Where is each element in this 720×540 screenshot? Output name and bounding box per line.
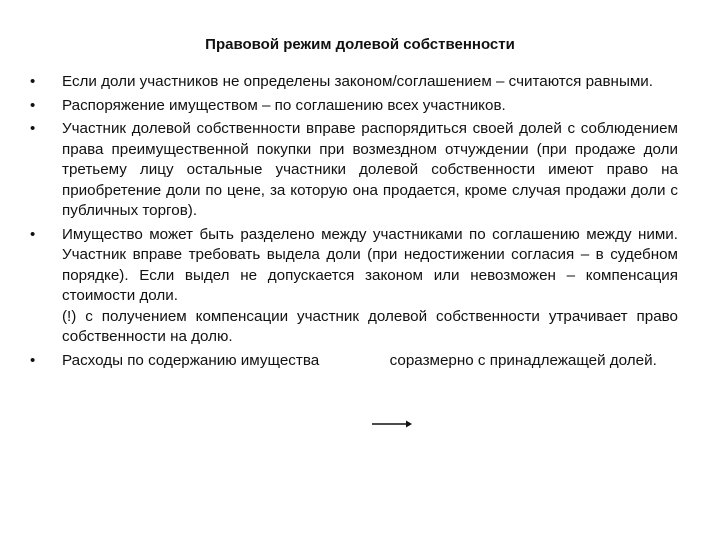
bullet-main-text: Имущество может быть разделено между участниками по соглашению между ними. Участник вправе требовать выдела доли (при недостижении согласия – в судебном порядке). Если выдел не допускается законом или невозможен – компенсация стоимости доли. (62, 225, 678, 304)
bullet-item (28, 96, 678, 117)
bullet-text-after-arrow: соразмерно с принадлежащей долей. (389, 351, 657, 369)
bullet-text (62, 351, 678, 372)
bullet-text-before-arrow: Расходы по содержанию имущества (62, 351, 320, 369)
bullet-text: Распоряжение имуществом – по соглашению всех участников. (62, 96, 506, 114)
bullet-dot-icon: • (30, 225, 36, 243)
bullet-dot-icon: • (30, 73, 36, 90)
bullet-item (28, 351, 678, 372)
bullet-list (28, 72, 678, 374)
bullet-text (62, 225, 678, 348)
slide-title: Правовой режим долевой собственности (205, 36, 515, 53)
bullet-dot-icon: • (30, 120, 36, 137)
bullet-item (28, 119, 678, 222)
bullet-text: Участник долевой собственности вправе распорядиться своей долей с соблюдением права преимущественной покупки при возмездном отчуждении (при продаже доли третьему лицу остальные участники долевой собственности имеют право на приобретение доли по цене, за которую она продается, кроме случая продажи доли с публичных торгов). (62, 120, 678, 219)
bullet-note-text: (!) с получением компенсации участник долевой собственности утрачивает право собственности на долю. (62, 307, 678, 345)
bullet-item (28, 225, 678, 348)
bullet-dot-icon: • (30, 351, 36, 369)
bullet-text: Если доли участников не определены законом/соглашением – считаются равными. (62, 73, 654, 90)
right-arrow-icon (372, 419, 412, 429)
bullet-dot-icon: • (30, 96, 36, 114)
bullet-item (28, 72, 678, 93)
